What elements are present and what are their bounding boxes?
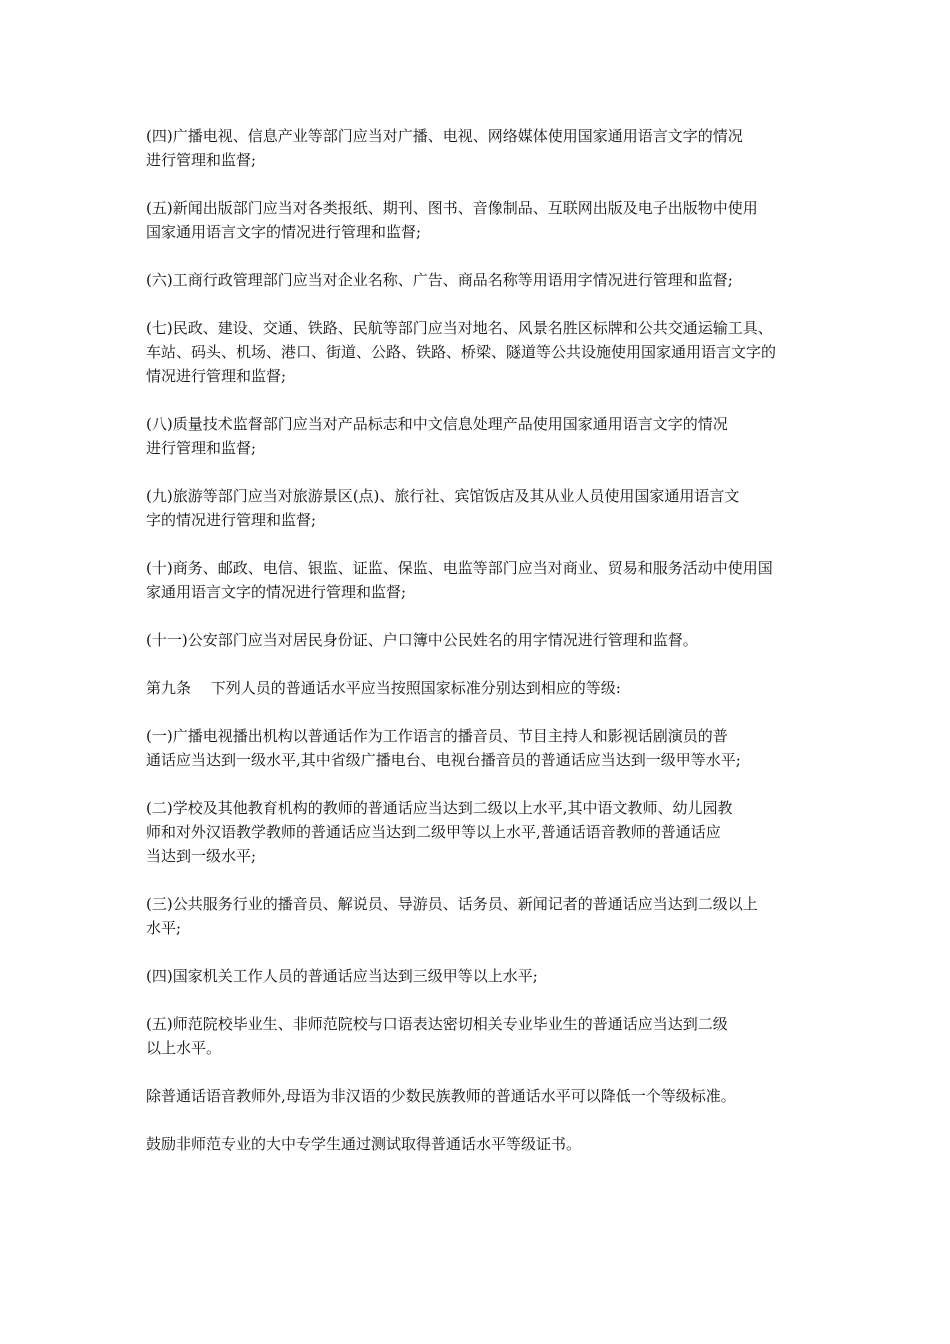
paragraph	[146, 556, 816, 604]
text-line: (九)旅游等部门应当对旅游景区(点)、旅行社、宾馆饭店及其从业人员使用国家通用语言文	[146, 487, 740, 505]
paragraph	[146, 1012, 816, 1060]
text-line: (二)学校及其他教育机构的教师的普通话应当达到二级以上水平,其中语文教师、幼儿园教	[146, 799, 733, 817]
text-line: (四)广播电视、信息产业等部门应当对广播、电视、网络媒体使用国家通用语言文字的情况	[146, 127, 743, 145]
text-line: 师和对外汉语教学教师的普通话应当达到二级甲等以上水平,普通话语音教师的普通话应	[146, 823, 721, 841]
paragraph	[146, 484, 816, 532]
paragraph	[146, 676, 816, 700]
text-line: (五)师范院校毕业生、非师范院校与口语表达密切相关专业毕业生的普通话应当达到二级	[146, 1015, 728, 1033]
text-line: (十一)公安部门应当对居民身份证、户口簿中公民姓名的用字情况进行管理和监督。	[146, 631, 698, 649]
text-line: 除普通话语音教师外,母语为非汉语的少数民族教师的普通话水平可以降低一个等级标准。	[146, 1087, 736, 1105]
text-line: 当达到一级水平;	[146, 847, 257, 865]
text-line: 车站、码头、机场、港口、街道、公路、铁路、桥梁、隧道等公共设施使用国家通用语言文字的	[146, 343, 777, 361]
text-line: (十)商务、邮政、电信、银监、证监、保监、电监等部门应当对商业、贸易和服务活动中使用国	[146, 559, 773, 577]
paragraph	[146, 196, 816, 244]
paragraph	[146, 412, 816, 460]
text-line: 字的情况进行管理和监督;	[146, 511, 317, 529]
text-line: (八)质量技术监督部门应当对产品标志和中文信息处理产品使用国家通用语言文字的情况	[146, 415, 728, 433]
paragraph	[146, 892, 816, 940]
text-line: (七)民政、建设、交通、铁路、民航等部门应当对地名、风景名胜区标牌和公共交通运输工具、	[146, 319, 773, 337]
paragraph	[146, 1084, 816, 1108]
paragraph	[146, 628, 816, 652]
text-line: 以上水平。	[146, 1039, 222, 1057]
text-line: 通话应当达到一级水平,其中省级广播电台、电视台播音员的普通话应当达到一级甲等水平;	[146, 751, 741, 769]
paragraph	[146, 1132, 816, 1156]
text-line: 水平;	[146, 919, 182, 937]
text-line: (一)广播电视播出机构以普通话作为工作语言的播音员、节目主持人和影视话剧演员的普	[146, 727, 728, 745]
paragraph	[146, 316, 816, 388]
document-body	[146, 124, 816, 1180]
text-line: 国家通用语言文字的情况进行管理和监督;	[146, 223, 422, 241]
text-line: 鼓励非师范专业的大中专学生通过测试取得普通话水平等级证书。	[146, 1135, 582, 1153]
paragraph	[146, 724, 816, 772]
text-line: (五)新闻出版部门应当对各类报纸、期刊、图书、音像制品、互联网出版及电子出版物中使用	[146, 199, 758, 217]
paragraph	[146, 796, 816, 868]
text-line: (六)工商行政管理部门应当对企业名称、广告、商品名称等用语用字情况进行管理和监督;	[146, 271, 733, 289]
text-line: (三)公共服务行业的播音员、解说员、导游员、话务员、新闻记者的普通话应当达到二级以上	[146, 895, 758, 913]
text-line: (四)国家机关工作人员的普通话应当达到三级甲等以上水平;	[146, 967, 538, 985]
text-line: 进行管理和监督;	[146, 439, 257, 457]
text-line: 家通用语言文字的情况进行管理和监督;	[146, 583, 407, 601]
text-line: 第九条 下列人员的普通话水平应当按照国家标准分别达到相应的等级:	[146, 679, 621, 697]
paragraph	[146, 964, 816, 988]
text-line: 进行管理和监督;	[146, 151, 257, 169]
paragraph	[146, 124, 816, 172]
text-line: 情况进行管理和监督;	[146, 367, 287, 385]
paragraph	[146, 268, 816, 292]
